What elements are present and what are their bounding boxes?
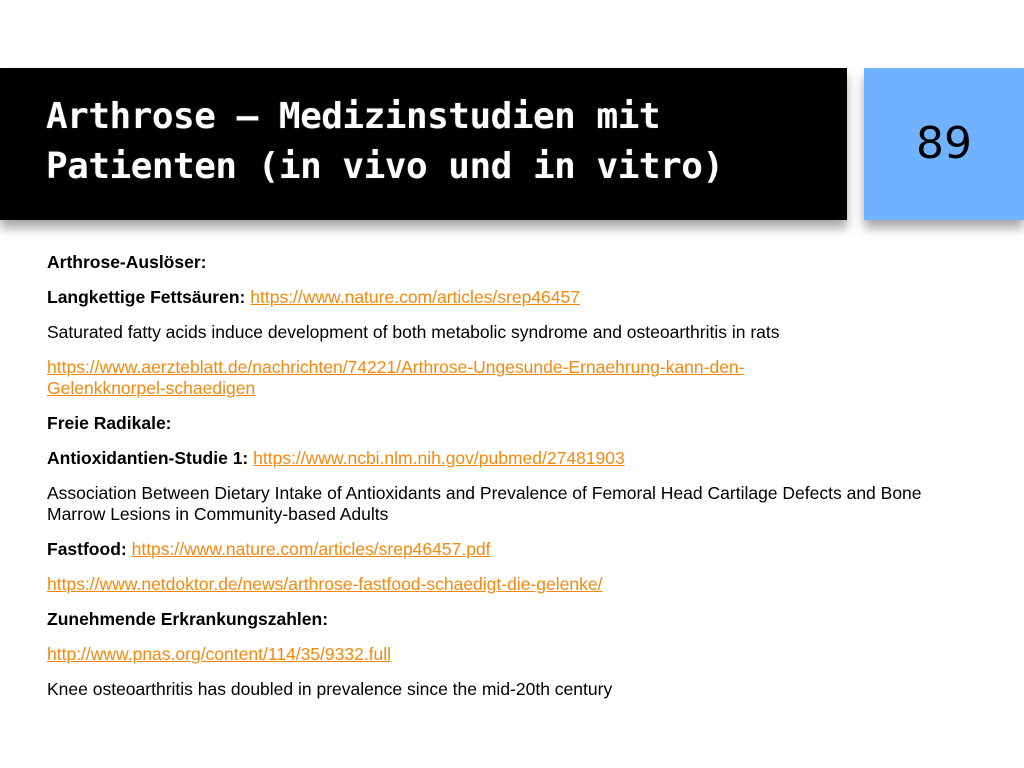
fastfood-line <box>47 539 977 560</box>
aerzteblatt-link-line-2: Gelenkknorpel-schaedigen <box>47 378 256 398</box>
netdoktor-link[interactable]: https://www.netdoktor.de/news/arthrose-fastfood-schaedigt-die-gelenke/ <box>47 574 603 594</box>
antioxidantien-link[interactable]: https://www.ncbi.nlm.nih.gov/pubmed/27481903 <box>253 448 625 468</box>
heading-erkrankungszahlen: Zunehmende Erkrankungszahlen: <box>47 609 329 629</box>
pnas-line <box>47 644 977 665</box>
slide-title-line-1: Arthrose – Medizinstudien mit <box>46 96 661 137</box>
aerzteblatt-line <box>47 357 977 399</box>
heading-freie-radikale: Freie Radikale: <box>47 413 172 433</box>
fastfood-link[interactable]: https://www.nature.com/articles/srep46457.pdf <box>131 539 491 559</box>
heading-arthrose-ausloeser: Arthrose-Auslöser: <box>47 252 207 272</box>
fettsaeuren-line <box>47 287 977 308</box>
pnas-link[interactable]: http://www.pnas.org/content/114/35/9332.full <box>47 644 392 664</box>
netdoktor-line <box>47 574 977 595</box>
title-bar <box>0 68 847 220</box>
fettsaeuren-link[interactable]: https://www.nature.com/articles/srep46457 <box>250 287 580 307</box>
aerzteblatt-link[interactable] <box>47 357 745 398</box>
antioxidantien-label: Antioxidantien-Studie 1: <box>47 448 249 468</box>
pnas-description: Knee osteoarthritis has doubled in prevalence since the mid-20th century <box>47 679 613 699</box>
slide-number-box <box>864 68 1024 220</box>
fastfood-label: Fastfood: <box>47 539 127 559</box>
aerzteblatt-link-line-1: https://www.aerzteblatt.de/nachrichten/74221/Arthrose-Ungesunde-Ernaehrung-kann-den- <box>47 357 745 377</box>
slide-content <box>47 252 977 714</box>
antioxidantien-line <box>47 448 977 469</box>
fettsaeuren-label: Langkettige Fettsäuren: <box>47 287 246 307</box>
fettsaeuren-description: Saturated fatty acids induce development of both metabolic syndrome and osteoarthritis in rats <box>47 322 780 342</box>
slide-number: 89 <box>916 118 972 169</box>
antioxidantien-description: Association Between Dietary Intake of Antioxidants and Prevalence of Femoral Head Cartilage Defects and Bone Marrow Lesions in Community-based Adults <box>47 483 922 524</box>
slide-title <box>46 92 826 192</box>
slide-title-line-2: Patienten (in vivo und in vitro) <box>46 146 724 187</box>
